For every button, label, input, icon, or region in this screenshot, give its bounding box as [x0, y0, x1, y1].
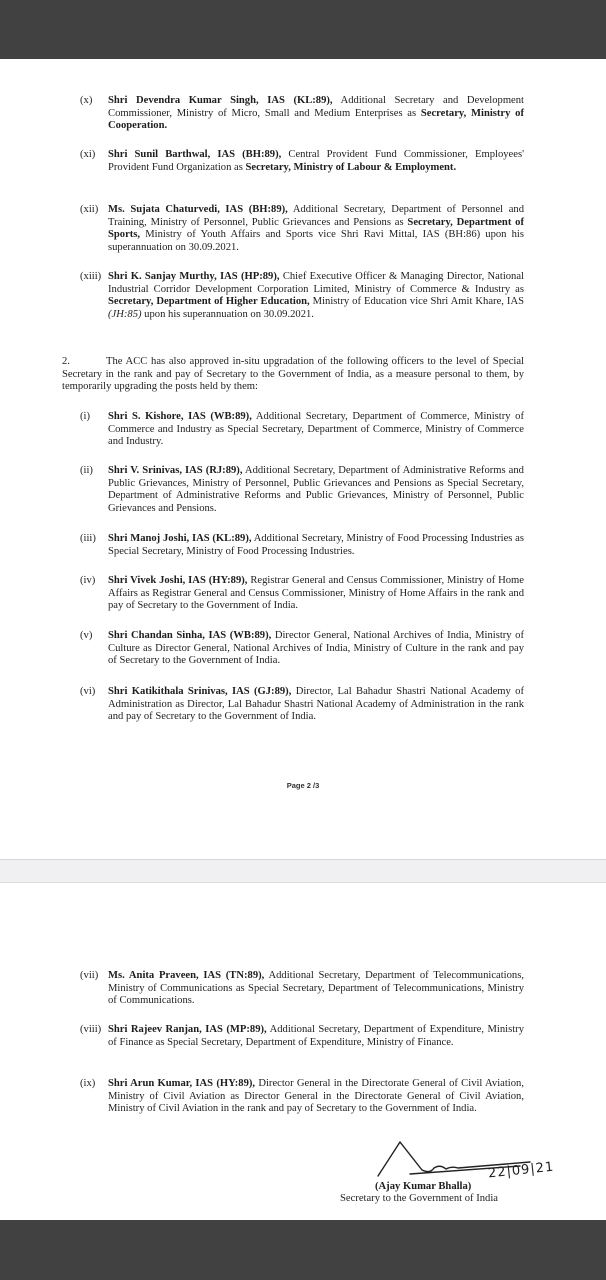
item-text: Chief Executive Officer & Managing Director, National Industrial Corridor Development Corporation Limited, Ministry of Commerce & Industry as — [108, 271, 524, 295]
list-item-xi — [80, 149, 524, 174]
handwritten-date: 22|09|21 — [487, 1159, 555, 1182]
item-text: Central Provident Fund Commissioner, Employees' Provident Fund Organization as — [108, 149, 524, 173]
officer-name: Ms. Sujata Chaturvedi, IAS (BH:89), — [108, 204, 288, 215]
item-number: (xiii) — [80, 271, 102, 282]
item-number: (vi) — [80, 686, 96, 697]
officer-name: Shri S. Kishore, IAS (WB:89), — [108, 411, 252, 422]
officer-name: Ms. Anita Praveen, IAS (TN:89), — [108, 970, 265, 981]
document-page-2 — [0, 59, 606, 860]
item-text: Director, Lal Bahadur Shastri National Academy of Administration as Director, Lal Bahadur Shastri National Academy of Administration in the rank and pay of Secretary to the Government of India. — [108, 686, 524, 723]
officer-name: Shri Katikithala Srinivas, IAS (GJ:89), — [108, 686, 292, 697]
item-text: Registrar General and Census Commissioner, Ministry of Home Affairs as Registrar General and Census Commissioner, Ministry of Home Affairs in the rank and pay of Secretary to the Government of India. — [108, 575, 524, 612]
officer-name: Shri Sunil Barthwal, IAS (BH:89), — [108, 149, 282, 160]
list-item-vi — [80, 686, 524, 724]
item-number: (viii) — [80, 1024, 102, 1035]
new-post: Secretary, Department of Sports, — [108, 216, 525, 241]
item-tail-end: upon his superannuation on 30.09.2021. — [141, 308, 314, 320]
list-item-x — [80, 95, 524, 133]
new-post: Secretary, Ministry of Labour & Employment. — [245, 161, 457, 173]
item-number: (vii) — [80, 970, 99, 981]
officer-name: Shri K. Sanjay Murthy, IAS (HP:89), — [108, 271, 280, 282]
page-number-label: Page 2 /3 — [286, 781, 320, 790]
item-text: Director General, National Archives of India, Ministry of Culture as Director General, National Archives of India, Ministry of Culture in the rank and pay of Secretary to the Government of India. — [108, 630, 524, 667]
item-number: (iii) — [80, 533, 96, 544]
item-number: (ii) — [80, 465, 93, 476]
paragraph-text: The ACC has also approved in-situ upgradation of the following officers to the level of Special Secretary in the rank and pay of Secretary to the Government of India, as a measure personal to them, by temporarily upgrading the posts held by them: — [62, 356, 524, 393]
officer-name: Shri Manoj Joshi, IAS (KL:89), — [108, 533, 252, 544]
list-item-iv — [80, 575, 524, 613]
list-item-vii — [80, 970, 524, 1008]
paragraph-number: 2. — [62, 356, 70, 367]
page-separator — [0, 860, 606, 883]
item-text: Additional Secretary, Department of Telecommunications, Ministry of Communications as Special Secretary, Department of Telecommunications, Ministry of Communications. — [108, 970, 524, 1007]
item-text: Additional Secretary, Department of Expenditure, Ministry of Finance as Special Secretary, Department of Expenditure, Ministry of Finance. — [108, 1024, 524, 1048]
item-number: (ix) — [80, 1078, 96, 1089]
list-item-iii — [80, 533, 524, 558]
item-tail: Ministry of Education vice Shri Amit Khare, IAS — [309, 296, 524, 308]
list-item-xiii — [80, 271, 524, 321]
item-number: (iv) — [80, 575, 96, 586]
item-number: (x) — [80, 95, 93, 106]
item-tail: Ministry of Youth Affairs and Sports vice Shri Ravi Mittal, IAS (BH:86) upon his superannuation on 30.09.2021. — [108, 229, 524, 253]
item-text: Additional Secretary, Department of Administrative Reforms and Public Grievances, Ministry of Personnel, Public Grievances and Pensions as Special Secretary, Department of Administrative Reforms and Public Grievances, Ministry of Personnel, Public Grievances and Pensions. — [108, 465, 524, 514]
item-text: Additional Secretary, Ministry of Food Processing Industries as Special Secretary, Ministry of Food Processing Industries. — [108, 533, 525, 557]
officer-name: Shri Vivek Joshi, IAS (HY:89), — [108, 575, 248, 586]
list-item-ix — [80, 1078, 524, 1116]
paragraph-2 — [62, 356, 524, 394]
list-item-i — [80, 411, 524, 449]
list-item-v — [80, 630, 524, 668]
officer-name: Shri Chandan Sinha, IAS (WB:89), — [108, 630, 272, 641]
item-number: (i) — [80, 411, 90, 422]
item-text: Additional Secretary and Development Commissioner, Ministry of Micro, Small and Medium Enterprises as — [108, 95, 525, 119]
list-item-xii — [80, 204, 524, 254]
new-post: Secretary, Ministry of Cooperation. — [108, 107, 524, 132]
item-number: (xi) — [80, 149, 96, 160]
list-item-ii — [80, 465, 524, 515]
item-text: Director General in the Directorate General of Civil Aviation, Ministry of Civil Aviation as Director General in the Directorate General of Civil Aviation, Ministry of Civil Aviation in the rank and pay of Secretary to the Government of India. — [108, 1078, 524, 1115]
signatory-name: (Ajay Kumar Bhalla) — [375, 1181, 472, 1192]
item-text: Additional Secretary, Department of Personnel and Training, Ministry of Personnel, Public Grievances and Pensions as — [108, 204, 524, 228]
cadre-code: (JH:85) — [108, 308, 142, 320]
officer-name: Shri Rajeev Ranjan, IAS (MP:89), — [108, 1024, 267, 1035]
item-text: Additional Secretary, Department of Commerce, Ministry of Commerce and Industry as Special Secretary, Department of Commerce, Ministry of Commerce and Industry. — [108, 411, 524, 448]
officer-name: Shri Devendra Kumar Singh, IAS (KL:89), — [108, 95, 333, 106]
officer-name: Shri V. Srinivas, IAS (RJ:89), — [108, 465, 243, 476]
officer-name: Shri Arun Kumar, IAS (HY:89), — [108, 1078, 256, 1089]
viewer-bottom-bar — [0, 1220, 606, 1280]
item-number: (v) — [80, 630, 93, 641]
item-number: (xii) — [80, 204, 99, 215]
list-item-viii — [80, 1024, 524, 1049]
signatory-title: Secretary to the Government of India — [340, 1193, 498, 1204]
new-post: Secretary, Department of Higher Education, — [108, 296, 310, 308]
viewer-top-bar — [0, 0, 606, 59]
